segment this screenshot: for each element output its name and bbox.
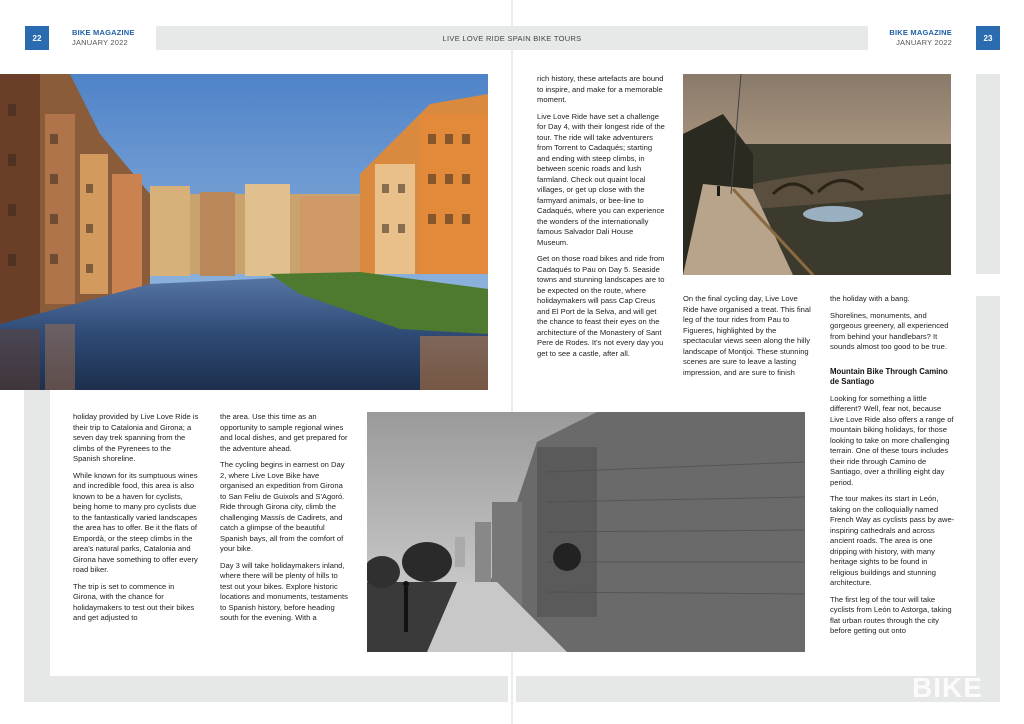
paragraph: While known for its sumptuous wines and incredible food, this area is also known to be a haven for cyclists, being home to many pro cyclists due to the fantastically varied landscapes the area has to offer. Be it the flats of Empordà, or the steep climbs in the area's natural parks, Catalonia and Girona have something to offer every road biker. [73,470,198,574]
left-page-frame [24,676,508,702]
running-title: LIVE LOVE RIDE SPAIN BIKE TOURS [442,33,582,43]
paragraph: The tour makes its start in León, taking on the colloquially named French Way as cyclists pass by awe-inspiring cathedrals and across ancient roads. The area is one dripping with history, with many heritage sights to be found in religious buildings and stunning architecture. [830,494,955,587]
paragraph: Day 3 will take holidaymakers inland, where there will be plenty of hills to test out your bikes. Explore historic locations and monuments, testaments to Spanish history, before heading south for the evening. With a [220,560,348,622]
bridge-photo-graphic [683,74,951,275]
masthead-title-right: BIKE MAGAZINE [889,28,952,37]
article-column-2 [220,412,348,630]
paragraph: On the final cycling day, Live Love Ride have organised a treat. This final leg of the tour rides from Pau to Figueres, highlighted by the spectacular views seen along the hilly landscape of Montjoi. These stunning scenes are sure to leave a lasting impression, and are sure to finish [683,294,811,377]
paragraph: Shorelines, monuments, and gorgeous greenery, all experienced from behind your handlebars? It sounds almost too good to be true. [830,310,949,351]
paragraph: the area. Use this time as an opportunity to sample regional wines and local dishes, and get prepared for the adventure ahead. [220,412,348,453]
section-heading: Mountain Bike Through Camino de Santiago [830,366,948,386]
running-title-bar [156,26,868,50]
stone-bridge-path-photo [683,74,951,275]
masthead-right [880,28,952,48]
watermark-text: BIKE [912,672,983,703]
paragraph: The cycling begins in earnest on Day 2, where Live Love Bike have organised an expedition from Girona to San Feliu de Guixols and S'Agoró. Ride through Girona city, climb the challenging Massís de Cadirets, and catch a glimpse of the beautiful Spanish bays, all from the comfort of your bike. [220,460,345,553]
masthead-left [72,28,135,48]
page-number-right: 23 [976,26,1000,50]
paragraph: Get on those road bikes and ride from Cadaqués to Pau on Day 5. Seaside towns and stunning landscapes are to be expected on the route, where holidaymakers will pass Cap Creus and El Port de la Selva, and will get the chance to feast their eyes on the architecture of the Monastery of Sant Pere de Rodes. It's not every day you get to see a castle, after all. [537,254,665,358]
paragraph: the holiday with a bang. [830,294,910,303]
paragraph: The trip is set to commence in Girona, with the chance for holidaymakers to test out their bikes and get adjusted to [73,581,195,622]
girona-photo-graphic [0,74,488,390]
article-column-5 [830,294,956,643]
paragraph: rich history, these artefacts are bound to inspire, and make for a memorable moment. [537,74,664,104]
article-column-3 [537,74,665,365]
article-column-4 [683,294,811,384]
masthead-date-left: JANUARY 2022 [72,38,128,47]
masthead-title-left: BIKE MAGAZINE [72,28,135,37]
right-page-frame-side-lower [976,296,1000,702]
right-page-frame-side-upper [976,74,1000,274]
left-page-frame-side [24,390,50,702]
paragraph: Looking for something a little different? Well, fear not, because Live Love Ride also offers a range of mountain biking holidays, for those looking to take on more challenging terrain. One of these tours includes their ride through Camino de Santiago, over a thrilling eight day period. [830,393,954,487]
page-number-left: 22 [25,26,49,50]
city-walls-bw-photo [367,412,805,652]
girona-riverside-houses-photo [0,74,488,390]
paragraph: holiday provided by Live Love Ride is their trip to Catalonia and Girona; a seven day trek spanning from the climbs of the Pyrenees to the Spanish shoreline. [73,412,199,463]
paragraph: The first leg of the tour will take cyclists from León to Astorga, taking flat urban routes through the city before getting out onto [830,594,952,635]
paragraph: Live Love Ride have set a challenge for Day 4, with their longest ride of the tour. The ride will take adventurers from Torrent to Cadaqués; starting and ending with steep climbs, in between scenic roads and lush farmland. Check out quaint local villages, or get up close with the farmyard animals, or bee-line to Cadaqués, where you can experience the wonders of the internationally famous Salvador Dali House Museum. [537,111,665,247]
masthead-date-right: JANUARY 2022 [896,38,952,47]
article-column-1 [73,412,199,630]
walls-photo-graphic [367,412,805,652]
